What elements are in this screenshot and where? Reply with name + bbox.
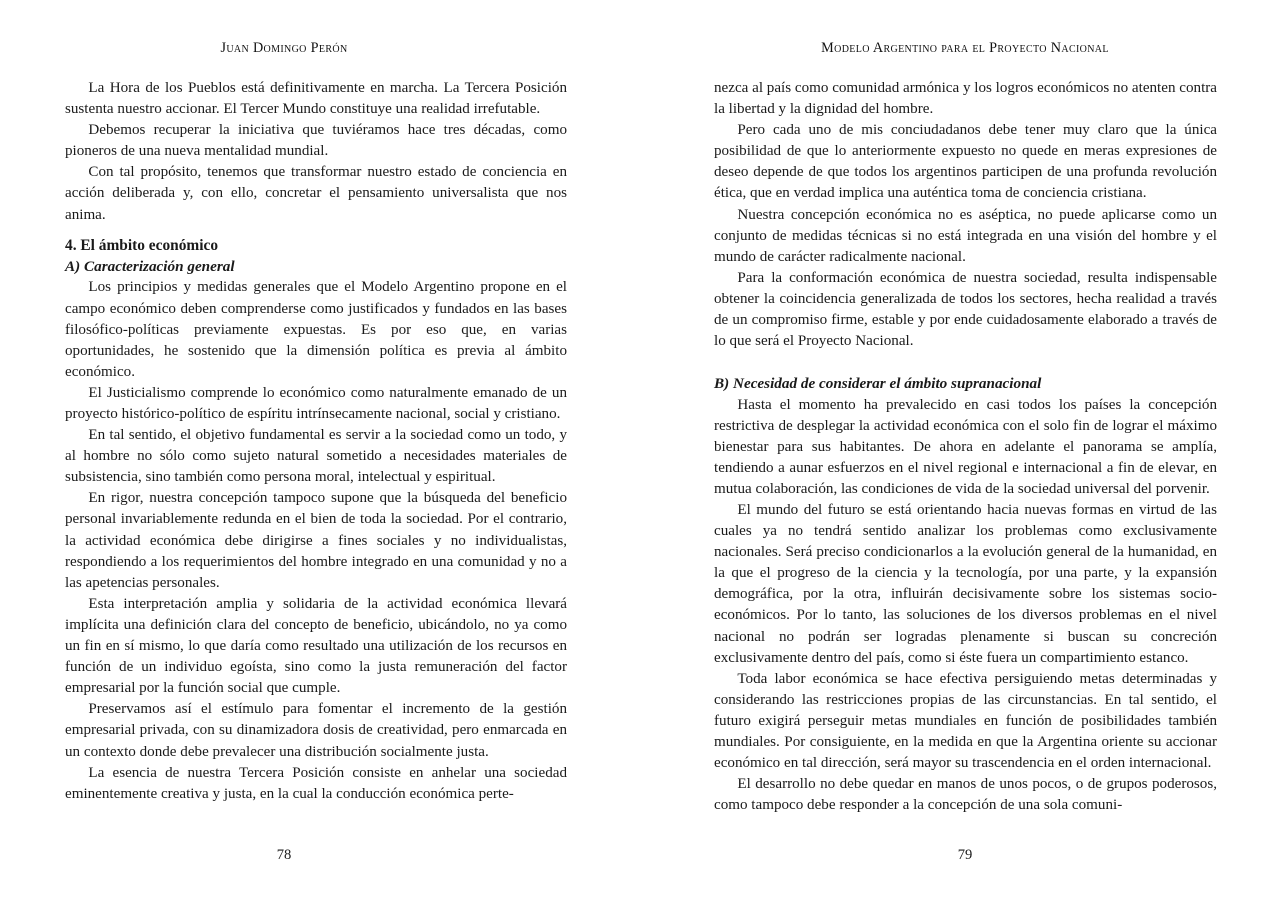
paragraph: Nuestra concepción económica no es aséptica, no puede aplicarse como un conjunto de medidas técnicas si no está integrada en una visión del hombre y el mundo de carácter radicalmente nacional. [714, 206, 1217, 265]
subsection-title: A) Caracterización general [65, 258, 235, 276]
paragraph: El desarrollo no debe quedar en manos de unos pocos, o de grupos poderosos, como tampoco debe responder a la concepción de una sola comuni- [714, 776, 1217, 814]
paragraph: El mundo del futuro se está orientando hacia nuevas formas en virtud de las cuales ya no tendrá sentido analizar los problemas como exclusivamente nacionales. Será preciso condicionarlos a la evolución general de la humanidad, en la que el progreso de la ciencia y la tecnología, por una parte, y la expansión demográfica, por la otra, influirán decisivamente sobre los sistemas socio-económicos. Por lo tanto, las soluciones de los diversos problemas en el nivel nacional no podrán ser logradas plenamente si buscan su concreción exclusivamente dentro del país, como si éste fuera un compartimiento estanco. [714, 501, 1217, 666]
paragraph: El Justicialismo comprende lo económico como naturalmente emanado de un proyecto histórico-político de espíritu intrínsecamente nacional, social y cristiano. [65, 384, 567, 423]
text-column-right [714, 78, 1217, 816]
text-column-left [65, 78, 567, 805]
paragraph: Con tal propósito, tenemos que transformar nuestro estado de conciencia en acción deliberada y, con ello, concretar el pensamiento universalista que nos anima. [65, 164, 567, 223]
paragraph: En tal sentido, el objetivo fundamental es servir a la sociedad como un todo, y al hombre no sólo como sujeto natural sometido a necesidades materiales de subsistencia, sino también como persona moral, intelectual y espiritual. [65, 427, 567, 486]
paragraph: Toda labor económica se hace efectiva persiguiendo metas determinadas y considerando las restricciones propias de las circunstancias. En tal sentido, el futuro exigirá perseguir metas mundiales en función de posibilidades también mundiales. Por consiguiente, en la medida en que la Argentina oriente su accionar económico en tal dirección, será mayor su trascendencia en el orden internacional. [714, 670, 1217, 772]
running-head-right: Modelo Argentino para el Proyecto Nacional [821, 40, 1109, 56]
paragraph: La Hora de los Pueblos está definitivamente en marcha. La Tercera Posición sustenta nuestro accionar. El Tercer Mundo constituye una realidad irrefutable. [65, 80, 567, 118]
paragraph: En rigor, nuestra concepción tampoco supone que la búsqueda del beneficio personal invariablemente redunda en el bien de toda la sociedad. Por el contrario, la actividad económica debe dirigirse a fines sociales y no individualistas, respondiendo a los requerimientos del hombre integrado en una comunidad y no a las apetencias personales. [65, 490, 567, 591]
paragraph: Los principios y medidas generales que el Modelo Argentino propone en el campo económico deben comprenderse como justificados y fundados en las bases filosófico-políticas previamente expuestas. Es por eso que, en varias oportunidades, he sostenido que la dimensión política es previa al ámbito económico. [65, 279, 567, 380]
page-right [640, 0, 1280, 897]
paragraph: Preservamos así el estímulo para fomentar el incremento de la gestión empresarial privada, con su dinamizadora dosis de creatividad, pero enmarcada en un contexto donde debe prevalecer una distribución socialmente justa. [65, 701, 567, 760]
paragraph: Esta interpretación amplia y solidaria de la actividad económica llevará implícita una definición clara del concepto de beneficio, ubicándolo, no ya como un fin en sí mismo, lo que daría como resultado una utilización de los recursos en función de un individuo egoísta, sino como la justa remuneración del factor empresarial por la función social que cumple. [65, 595, 567, 697]
paragraph: Para la conformación económica de nuestra sociedad, resulta indispensable obtener la coincidencia generalizada de todos los sectores, hecha realidad a través de un compromiso firme, estable y por ende cuidadosamente elaborado a través de lo que será el Proyecto Nacional. [714, 269, 1217, 350]
running-head-left: Juan Domingo Perón [220, 40, 348, 56]
page-number-left: 78 [276, 847, 292, 863]
paragraph: Pero cada uno de mis conciudadanos debe tener muy claro que la única posibilidad de que lo anteriormente expuesto no quede en meras expresiones de deseo depende de que todos los argentinos participen de una profunda revolución ética, que en verdad implica una auténtica toma de conciencia cristiana. [714, 122, 1217, 202]
page-number-right: 79 [957, 847, 973, 863]
paragraph-continued: nezca al país como comunidad armónica y los logros económicos no atenten contra la libertad y la dignidad del hombre. [714, 80, 1217, 118]
paragraph: Hasta el momento ha prevalecido en casi todos los países la concepción restrictiva de desplegar la actividad económica con el solo fin de lograr el máximo bienestar para sus habitantes. De ahora en adelante el panorama se amplía, tendiendo a aunar esfuerzos en el nivel regional e internacional a fin de elevar, en mutua colaboración, las condiciones de vida de la sociedad universal del porvenir. [714, 396, 1217, 497]
paragraph: Debemos recuperar la iniciativa que tuviéramos hace tres décadas, como pioneros de una nueva mentalidad mundial. [65, 122, 567, 160]
section-title: 4. El ámbito económico [65, 236, 219, 254]
paragraph: La esencia de nuestra Tercera Posición consiste en anhelar una sociedad eminentemente creativa y justa, en la cual la conducción económica perte- [65, 764, 567, 802]
subsection-title: B) Necesidad de considerar el ámbito supranacional [714, 375, 1042, 393]
